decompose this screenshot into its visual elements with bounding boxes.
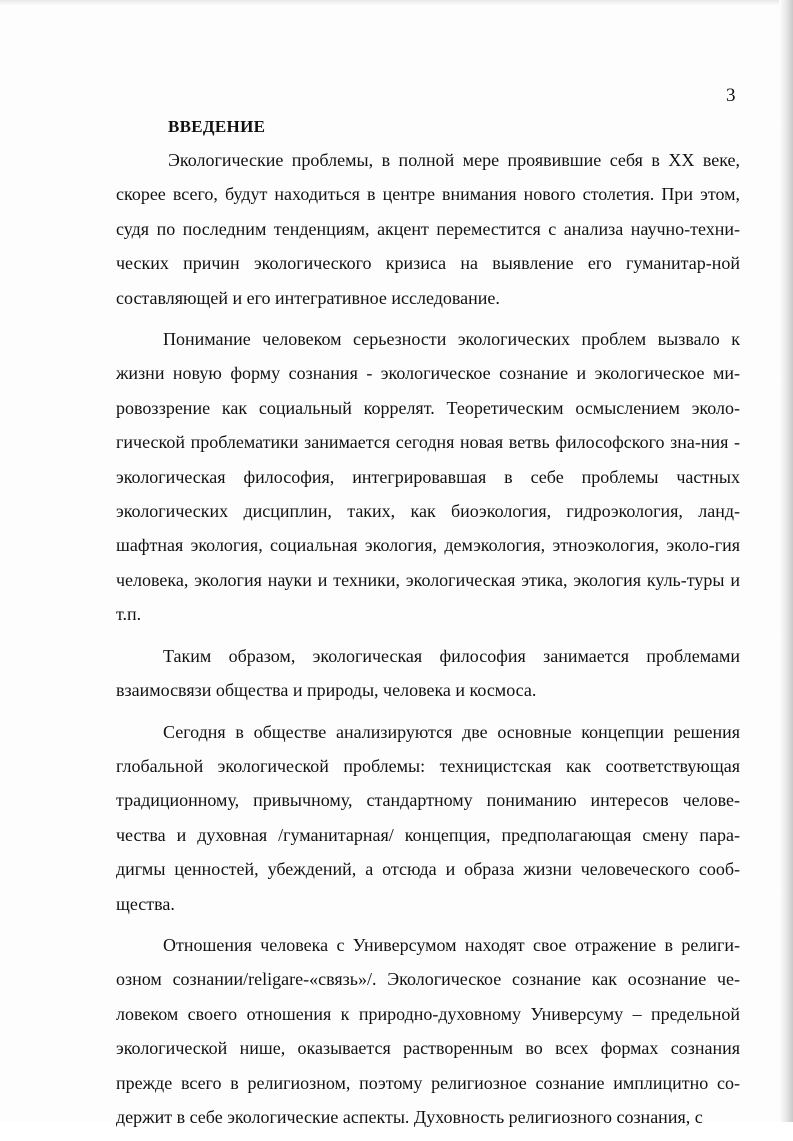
section-heading: ВВЕДЕНИЕ: [168, 117, 266, 136]
paragraph: Отношения человека с Универсумом находят свое отражение в религи-озном сознании/religare-«связь»/. Экологическое сознание как осознание че-ловеком своего отношения к природно-духовному Универсуму – предельной экологической нише, оказывается растворенным во всех формах сознания прежде всего в религиозном, поэтому религиозное сознание имплицитно со-держит в себе экологические аспекты. Духовность религиозного сознания, с: [116, 934, 740, 1127]
scan-edge-top: [0, 0, 793, 6]
paragraph: Понимание человеком серьезности экологических проблем вызвало к жизни новую форму сознания - экологическое сознание и экологическое ми-ровоззрение как социальный коррелят. Теоретическим осмыслением эколо-гической проблематики занимается сегодня новая ветвь философского зна-ния - экологическая философия, интегрировавшая в себе проблемы частных экологических дисциплин, таких, как биоэкология, гидроэкология, ланд-шафтная экология, социальная экология, демэкология, этноэкология, эколо-гия человека, экология науки и техники, экологическая этика, экология куль-туры и т.п.: [116, 329, 740, 625]
paragraph: Сегодня в обществе анализируются две основные концепции решения глобальной экологической проблемы: техницистская как соответствующая традиционному, привычному, стандартному пониманию интересов челове-чества и духовная /гуманитарная/ концепция, предполагающая смену пара-дигмы ценностей, убеждений, а отсюда и образа жизни человеческого сооб-щества.: [116, 721, 740, 914]
page-number: 3: [726, 85, 736, 106]
paragraph: Таким образом, экологическая философия занимается проблемами взаимосвязи общества и природы, человека и космоса.: [116, 645, 740, 701]
scan-edge-right: [779, 0, 793, 1122]
page-body: [116, 112, 740, 1141]
paragraph: Экологические проблемы, в полной мере проявившие себя в ХХ веке, скорее всего, будут находиться в центре внимания нового столетия. При этом, судя по последним тенденциям, акцент переместится с анализа научно-техни-ческих причин экологического кризиса на выявление его гуманитар-ной составляющей и его интегративное исследование.: [116, 150, 740, 308]
